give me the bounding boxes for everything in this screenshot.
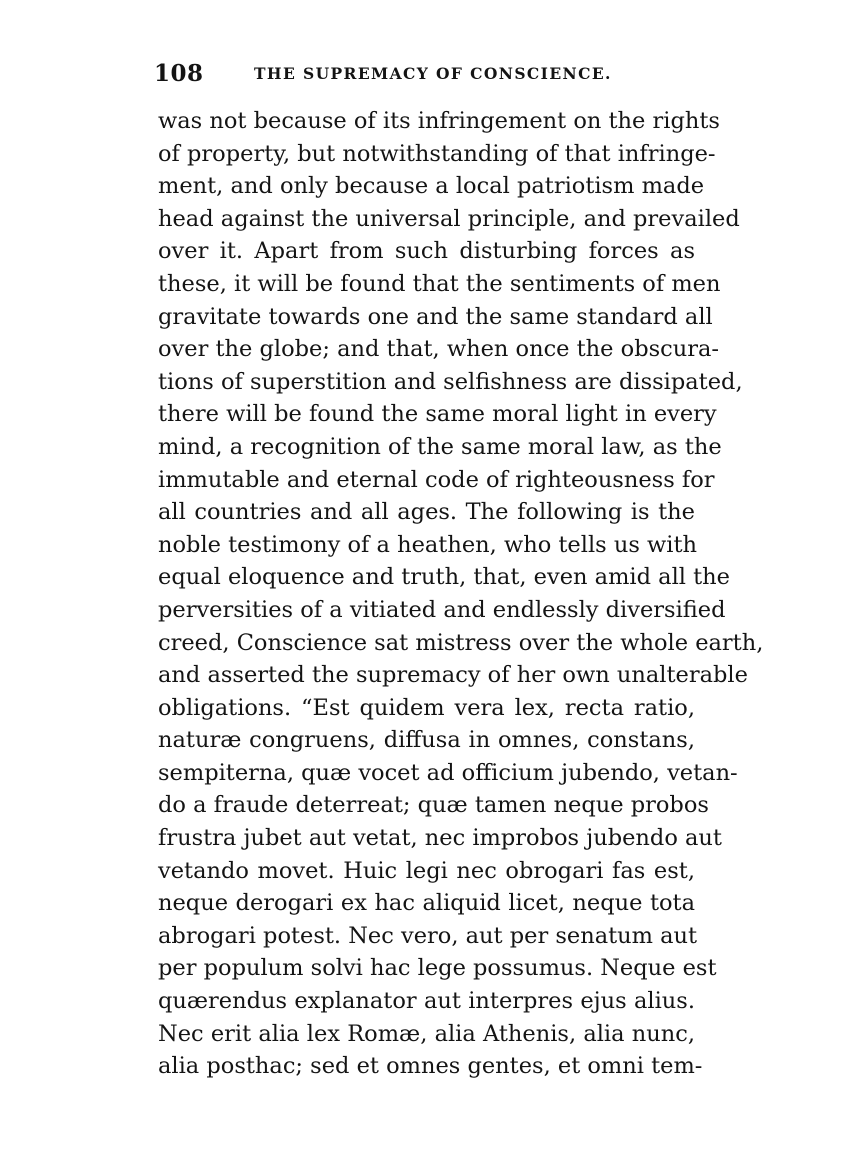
- text-line: mind, a recognition of the same moral law, as the: [158, 433, 722, 460]
- text-line: over it. Apart from such disturbing forces as: [158, 238, 695, 265]
- text-line: over the globe; and that, when once the obscura-: [158, 336, 720, 363]
- text-line: was not because of its infringement on the rights: [158, 108, 720, 134]
- text-line: do a fraude deterreat; quæ tamen neque probos: [158, 792, 709, 819]
- text-line: abrogari potest. Nec vero, aut per senatum aut: [158, 922, 698, 949]
- text-line: tions of superstition and selfishness are dissipated,: [158, 368, 743, 395]
- text-line: neque derogari ex hac aliquid licet, neque tota: [158, 890, 695, 917]
- text-line: immutable and eternal code of righteousness for: [158, 466, 715, 493]
- text-line: ment, and only because a local patriotism made: [158, 173, 705, 200]
- page-number: 108: [154, 60, 204, 87]
- text-line: all countries and all ages. The following is the: [158, 499, 695, 526]
- text-line: noble testimony of a heathen, who tells us with: [158, 531, 698, 558]
- text-line: equal eloquence and truth, that, even amid all the: [158, 564, 730, 591]
- text-line: obligations. “Est quidem vera lex, recta ratio,: [158, 694, 695, 721]
- running-title: THE SUPREMACY OF CONSCIENCE.: [254, 64, 612, 83]
- body-text: [158, 105, 764, 1083]
- text-line: quærendus explanator aut interpres ejus alius.: [158, 988, 695, 1015]
- text-line: there will be found the same moral light in every: [158, 401, 717, 428]
- text-line: alia posthac; sed et omnes gentes, et omni tem-: [158, 1053, 703, 1080]
- text-line: creed, Conscience sat mistress over the whole earth,: [158, 629, 764, 656]
- text-line: of property, but notwithstanding of that infringe-: [158, 140, 716, 167]
- text-line: gravitate towards one and the same standard all: [158, 303, 713, 330]
- text-line: per populum solvi hac lege possumus. Neque est: [158, 955, 717, 982]
- running-head: [154, 60, 694, 90]
- text-line: sempiterna, quæ vocet ad officium jubendo, vetan-: [158, 759, 738, 786]
- text-line: frustra jubet aut vetat, nec improbos jubendo aut: [158, 825, 722, 852]
- text-line: Nec erit alia lex Romæ, alia Athenis, alia nunc,: [158, 1020, 695, 1047]
- text-line: head against the universal principle, and prevailed: [158, 205, 740, 232]
- text-line: and asserted the supremacy of her own unalterable: [158, 662, 748, 689]
- text-line: vetando movet. Huic legi nec obrogari fas est,: [158, 857, 695, 884]
- text-line: naturæ congruens, diffusa in omnes, constans,: [158, 727, 695, 754]
- text-line: these, it will be found that the sentiments of men: [158, 270, 721, 297]
- text-line: perversities of a vitiated and endlessly diversified: [158, 596, 726, 623]
